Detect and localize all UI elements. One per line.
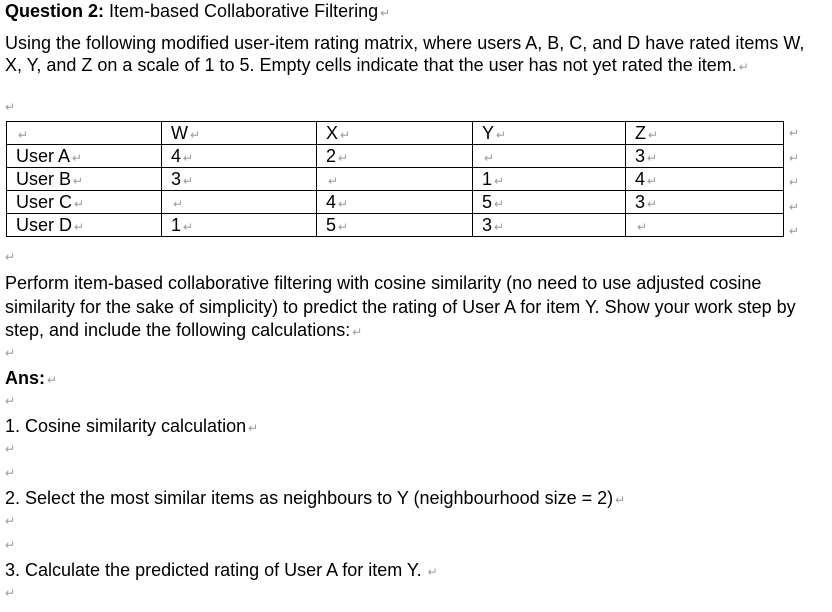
cell-mark-icon: ↵ <box>494 219 505 234</box>
paragraph-mark-icon: ↵ <box>5 514 16 528</box>
cell-mark-icon: ↵ <box>647 150 658 165</box>
task-text: Perform item-based collaborative filtering with cosine similarity (no need to use adjusted cosine similarity for the sake of simplicity) to predict the rating of User A for item Y. Show your work step by step, and include the following calculations: <box>5 273 796 340</box>
task-paragraph <box>5 272 805 345</box>
row-header-cell: User C ↵ <box>7 191 162 214</box>
cell-mark-icon: ↵ <box>338 150 349 165</box>
table-row <box>7 191 784 214</box>
header-cell <box>7 122 162 145</box>
rating-cell <box>626 214 784 237</box>
row-end-mark-icon: ↵ <box>789 150 800 165</box>
paragraph-mark-icon: ↵ <box>615 493 626 507</box>
rating-cell: 5 ↵ <box>317 214 473 237</box>
rating-cell: 5 ↵ <box>473 191 626 214</box>
cell-mark-icon: ↵ <box>496 127 507 142</box>
header-cell-w: W ↵ <box>162 122 317 145</box>
paragraph-mark-icon: ↵ <box>5 394 16 408</box>
cell-mark-icon: ↵ <box>647 196 658 211</box>
paragraph-mark-icon: ↵ <box>5 538 16 552</box>
paragraph-mark-icon: ↵ <box>427 565 438 579</box>
paragraph-mark-icon: ↵ <box>5 346 16 360</box>
cell-mark-icon: ↵ <box>18 127 29 142</box>
question-heading <box>5 0 390 24</box>
row-header-cell: User B ↵ <box>7 168 162 191</box>
cell-mark-icon: ↵ <box>183 150 194 165</box>
paragraph-mark-icon: ↵ <box>47 373 58 387</box>
rating-cell <box>473 145 626 168</box>
rating-cell: 4 ↵ <box>626 168 784 191</box>
paragraph-mark-icon: ↵ <box>5 442 16 456</box>
cell-mark-icon: ↵ <box>494 196 505 211</box>
cell-mark-icon: ↵ <box>338 219 349 234</box>
rating-cell: 2 ↵ <box>317 145 473 168</box>
header-cell-z: Z ↵ <box>626 122 784 145</box>
step-3: 3. Calculate the predicted rating of User A for item Y. ↵ <box>5 560 438 580</box>
question-title: Item-based Collaborative Filtering <box>104 1 379 21</box>
intro-text: Using the following modified user-item rating matrix, where users A, B, C, and D have rated items W, X, Y, and Z on a scale of 1 to 5. Empty cells indicate that the user has not yet rated the item. <box>5 33 805 75</box>
rating-cell: 3 ↵ <box>473 214 626 237</box>
row-end-mark-icon: ↵ <box>789 126 800 140</box>
rating-cell: 1 ↵ <box>473 168 626 191</box>
rating-cell: 3 ↵ <box>626 191 784 214</box>
paragraph-mark-icon: ↵ <box>5 100 16 114</box>
paragraph-mark-icon: ↵ <box>738 59 749 74</box>
cell-mark-icon: ↵ <box>173 196 184 211</box>
rating-cell: 1 ↵ <box>162 214 317 237</box>
rating-cell: 3 ↵ <box>162 168 317 191</box>
row-end-mark-icon: ↵ <box>789 175 800 189</box>
intro-paragraph <box>5 33 805 78</box>
cell-mark-icon: ↵ <box>484 150 495 165</box>
row-end-mark-icon: ↵ <box>789 224 800 238</box>
cell-mark-icon: ↵ <box>647 173 658 188</box>
cell-mark-icon: ↵ <box>74 196 85 211</box>
table-row <box>7 214 784 237</box>
row-header-cell: User A ↵ <box>7 145 162 168</box>
paragraph-mark-icon: ↵ <box>5 250 16 264</box>
row-end-mark-icon: ↵ <box>789 199 800 214</box>
header-cell-y: Y ↵ <box>473 122 626 145</box>
table-row <box>7 168 784 191</box>
paragraph-mark-icon: ↵ <box>5 466 16 480</box>
cell-mark-icon: ↵ <box>72 150 83 165</box>
paragraph-mark-icon: ↵ <box>248 421 259 435</box>
paragraph-mark-icon: ↵ <box>5 586 16 600</box>
table-row <box>7 145 784 168</box>
cell-mark-icon: ↵ <box>328 173 339 188</box>
rating-cell <box>317 168 473 191</box>
rating-cell <box>162 191 317 214</box>
cell-mark-icon: ↵ <box>338 196 349 211</box>
paragraph-mark-icon: ↵ <box>352 325 363 339</box>
cell-mark-icon: ↵ <box>73 173 84 188</box>
cell-mark-icon: ↵ <box>494 173 505 188</box>
table-header-row <box>7 122 784 145</box>
cell-mark-icon: ↵ <box>190 127 201 142</box>
step-2: 2. Select the most similar items as neighbours to Y (neighbourhood size = 2) ↵ <box>5 488 626 508</box>
cell-mark-icon: ↵ <box>74 219 85 234</box>
cell-mark-icon: ↵ <box>183 219 194 234</box>
rating-cell: 4 ↵ <box>317 191 473 214</box>
rating-cell: 4 ↵ <box>162 145 317 168</box>
cell-mark-icon: ↵ <box>648 127 659 142</box>
step-1: 1. Cosine similarity calculation ↵ <box>5 416 259 436</box>
rating-matrix-table <box>6 121 784 237</box>
row-header-cell: User D ↵ <box>7 214 162 237</box>
row-end-marks <box>789 121 809 244</box>
question-label: Question 2: <box>5 1 105 21</box>
cell-mark-icon: ↵ <box>637 219 648 234</box>
cell-mark-icon: ↵ <box>340 127 351 142</box>
rating-cell: 3 ↵ <box>626 145 784 168</box>
paragraph-mark-icon: ↵ <box>380 6 391 20</box>
cell-mark-icon: ↵ <box>183 173 194 188</box>
answer-label: Ans: ↵ <box>5 368 58 388</box>
header-cell-x: X ↵ <box>317 122 473 145</box>
